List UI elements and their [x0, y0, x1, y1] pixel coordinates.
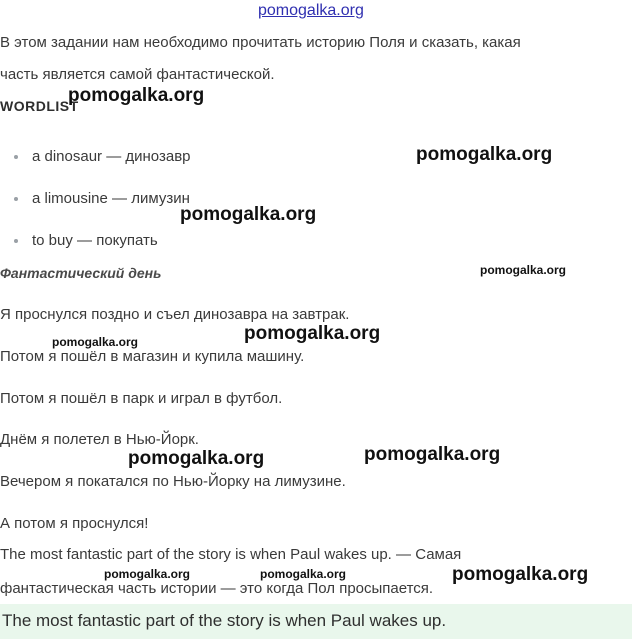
- story-line: Потом я пошёл в магазин и купила машину.: [0, 348, 305, 365]
- story-line: Потом я пошёл в парк и играл в футбол.: [0, 390, 283, 407]
- list-item: [16, 148, 191, 165]
- watermark: pomogalka.org: [480, 263, 567, 277]
- watermark: pomogalka.org: [244, 323, 381, 344]
- story-line: Вечером я покатался по Нью-Йорку на лимузине.: [0, 473, 346, 490]
- watermark: pomogalka.org: [260, 567, 347, 581]
- wordlist-item-text: to buy — покупать: [32, 232, 158, 249]
- watermark: pomogalka.org: [128, 448, 265, 469]
- watermark: pomogalka.org: [452, 564, 589, 585]
- top-watermark-link[interactable]: pomogalka.org: [258, 2, 364, 19]
- list-item: [16, 190, 190, 207]
- wordlist-item-text: a dinosaur — динозавр: [32, 148, 191, 165]
- watermark: pomogalka.org: [68, 85, 205, 106]
- answer-highlight: [0, 604, 632, 639]
- watermark: pomogalka.org: [416, 144, 553, 165]
- list-item: [16, 232, 158, 249]
- story-line: А потом я проснулся!: [0, 515, 149, 532]
- story-line: Я проснулся поздно и съел динозавра на завтрак.: [0, 306, 350, 323]
- conclusion-line-1: The most fantastic part of the story is when Paul wakes up. — Самая: [0, 546, 462, 563]
- wordlist-item-text: a limousine — лимузин: [32, 190, 190, 207]
- intro-line-2: часть является самой фантастической.: [0, 66, 275, 83]
- watermark: pomogalka.org: [52, 335, 139, 349]
- watermark: pomogalka.org: [180, 204, 317, 225]
- wordlist-heading: WORDLIST: [0, 98, 79, 114]
- conclusion-line-2: фантастическая часть истории — это когда Пол просыпается.: [0, 580, 434, 597]
- watermark: pomogalka.org: [364, 444, 501, 465]
- answer-text: The most fantastic part of the story is when Paul wakes up.: [2, 611, 447, 630]
- story-line: Днём я полетел в Нью-Йорк.: [0, 431, 199, 448]
- intro-line-1: В этом задании нам необходимо прочитать историю Поля и сказать, какая: [0, 34, 521, 51]
- watermark: pomogalka.org: [104, 567, 191, 581]
- story-title: Фантастический день: [0, 265, 162, 281]
